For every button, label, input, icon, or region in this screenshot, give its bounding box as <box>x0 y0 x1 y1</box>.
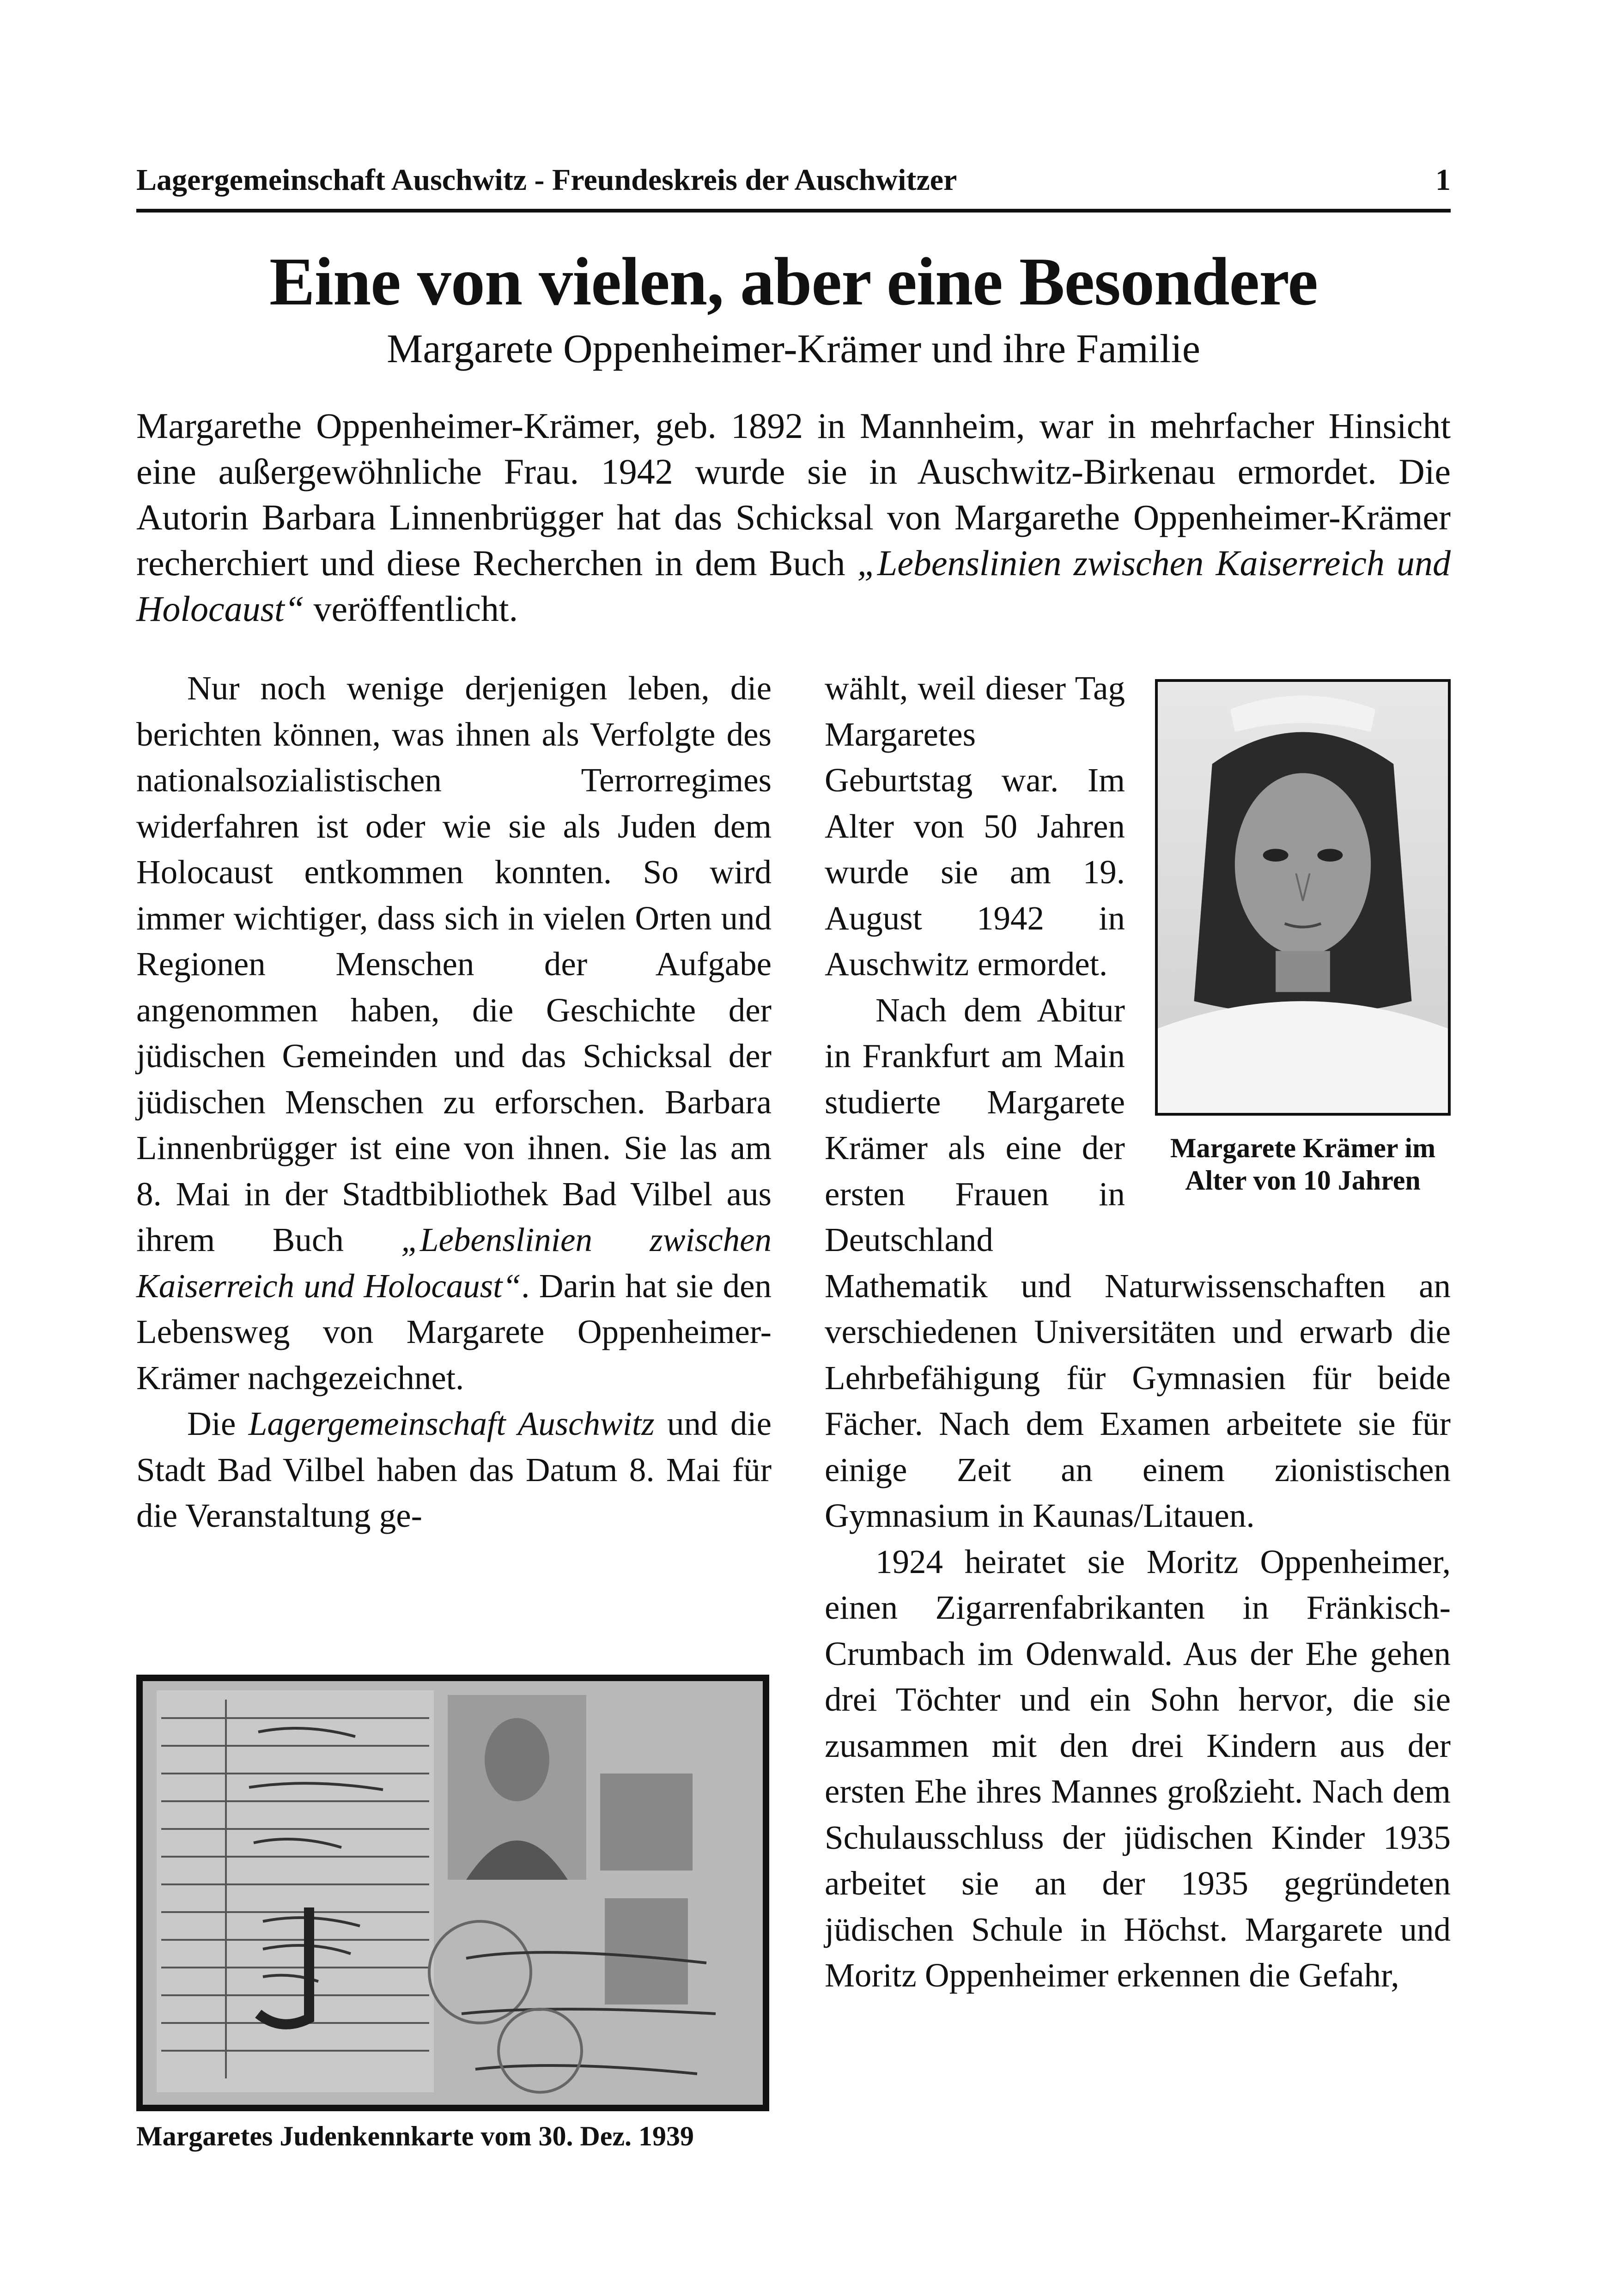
col1-p2-text: Die <box>187 1405 249 1442</box>
intro-book-title: „Lebenslinien zwischen Kaiserreich und Holocaust“ <box>136 543 1451 629</box>
page-number: 1 <box>1435 163 1451 197</box>
girl-photo-caption: Margarete Krämer im Alter von 10 Jahren <box>1170 1133 1436 1196</box>
header-title: Lagergemeinschaft Auschwitz - Freundeskreis der Auschwitzer <box>136 163 957 197</box>
intro-text-end: veröffentlicht. <box>304 589 518 629</box>
intro-text: Margarethe Oppenheimer-Krämer, geb. 1892 in Mannheim, war in mehrfacher Hinsicht eine außergewöhnliche Frau. 1942 wurde sie in Auschwitz-Birkenau ermordet. Die Autorin Barbara Linnenbrügger hat das Schicksal von Margarethe Oppenheimer-Krämer recherchiert und diese Recherchen in dem Buch <box>136 406 1451 583</box>
running-header <box>136 163 1451 202</box>
col1-p1-text: Nur noch wenige derjenigen leben, die berichten können, was ihnen als Verfolgte des nationalsozialistischen Terrorregimes widerfahren ist oder wie sie als Juden dem Holocaust entkommen konnten. So wird immer wichtiger, dass sich in vielen Orten und Regionen Menschen der Aufgabe angenommen haben, die Geschichte der jüdischen Gemeinden und das Schicksal der jüdischen Menschen zu erforschen. Barbara Linnenbrügger ist eine von ihnen. Sie las am 8. Mai in der Stadtbibliothek Bad Vilbel aus ihrem Buch <box>136 669 772 1258</box>
intro-paragraph <box>136 403 1451 632</box>
article-title: Eine von vielen, aber eine Besondere <box>269 244 1318 320</box>
id-card-image <box>143 1681 763 2105</box>
col1-p1-text-end: . Darin hat sie den Lebensweg von Margarete Oppenheimer-Krämer nachgezeichnet. <box>136 1267 772 1397</box>
col2-paragraph-3: 1924 heiratet sie Moritz Oppenheimer, einen Zigarrenfabrikanten in Fränkisch-Crumbach im Odenwald. Aus der Ehe gehen drei Töchter und ein Sohn hervor, die sie zusammen mit den drei Kindern aus der ersten Ehe ihres Mannes großzieht. Nach dem Schulausschluss der jüdischen Kinder 1935 arbeitet sie an der 1935 gegründeten jüdischen Schule in Höchst. Margarete und Moritz Oppenheimer erkennen die Gefahr, <box>825 1543 1451 1994</box>
girl-portrait-image <box>1158 682 1448 1113</box>
girl-portrait-photo <box>1155 679 1451 1116</box>
col2-paragraph-2: Nach dem Abitur in Frankfurt am Main studierte Margarete Krämer als eine der ersten Frauen in Deutschland Mathematik und Naturwissenschaften an verschiedenen Universitäten und erwarb die Lehrbefähigung für Gymnasien für beide Fächer. Nach dem Examen arbeitete sie für einige Zeit an einem zionistischen Gymnasium in Kaunas/Litauen. <box>825 991 1451 1534</box>
article-subtitle: Margarete Oppenheimer-Krämer und ihre Familie <box>387 327 1200 371</box>
col1-p2-org: Lagergemeinschaft Auschwitz <box>248 1405 655 1442</box>
id-card-caption: Margaretes Judenkennkarte vom 30. Dez. 1939 <box>136 2121 694 2151</box>
header-rule <box>136 209 1451 213</box>
col1-p2-text-end: und die Stadt Bad Vilbel haben das Datum 8. Mai für die Veranstaltung ge- <box>136 1405 772 1534</box>
col1-p1-book-title: „Lebenslinien zwischen Kaiserreich und Holocaust“ <box>136 1221 772 1305</box>
col1-paragraph-2 <box>136 1401 772 1539</box>
col1-paragraph-1 <box>136 665 772 1401</box>
col2-paragraph-1: wählt, weil dieser Tag Margaretes Geburtstag war. Im Alter von 50 Jahren wurde sie am 19. August 1942 in Auschwitz ermordet. <box>825 669 1125 983</box>
left-column <box>136 665 772 1539</box>
id-card-photo <box>136 1675 769 2111</box>
